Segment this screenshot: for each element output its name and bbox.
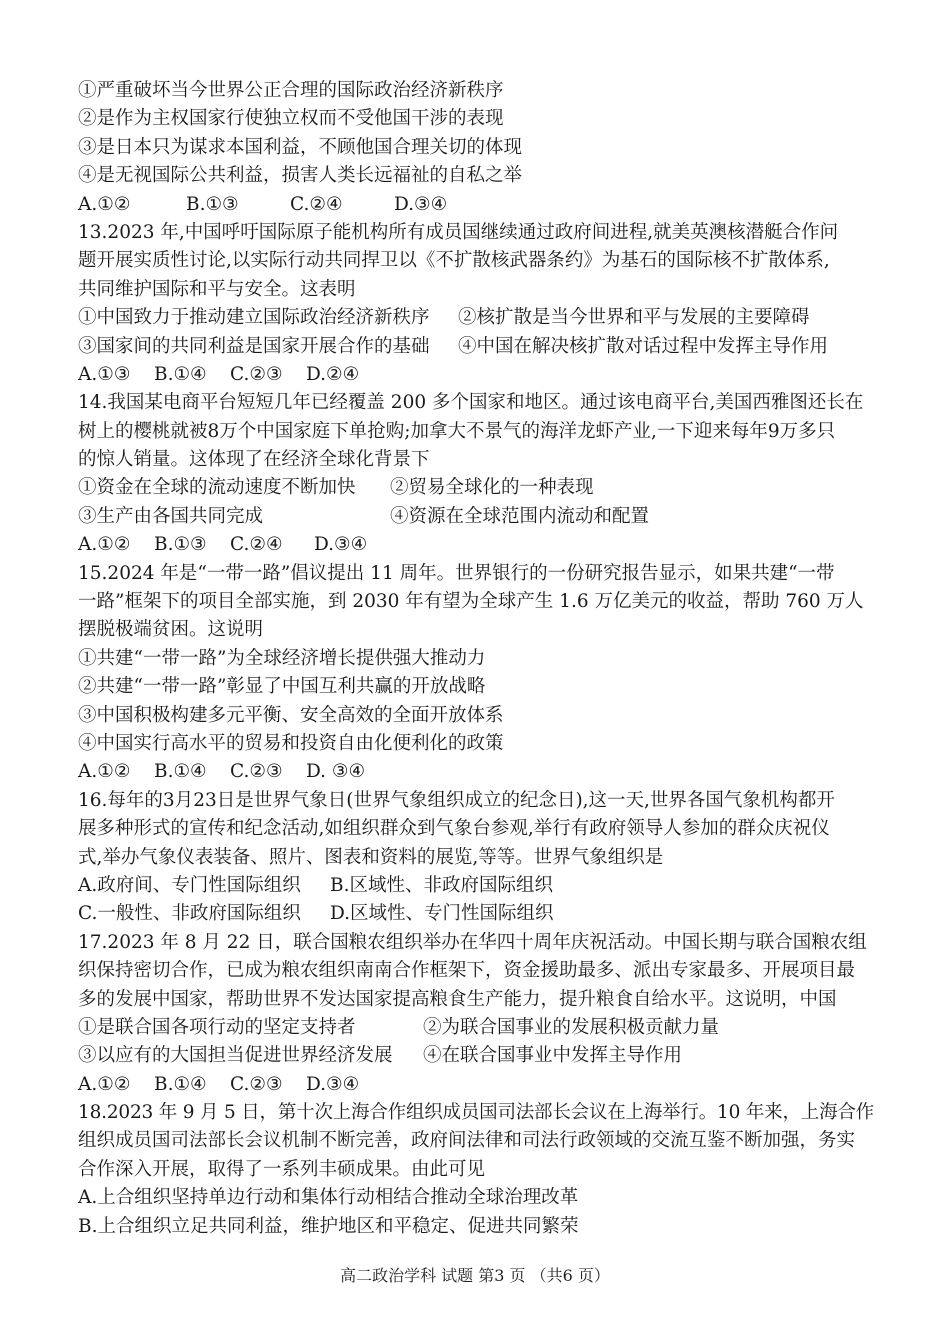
q13-options xyxy=(78,361,878,389)
q17-option-c: C.②③ xyxy=(230,1073,283,1095)
q15-option-d: D. ③④ xyxy=(306,761,366,783)
q13-stem-line-2: 题开展实质性讨论,以实际行动共同捍卫以《不扩散核武器条约》为基石的国际核不扩散体系, xyxy=(78,250,830,272)
q14-option-b: B.①③ xyxy=(154,534,207,556)
q12-statement-3: ③是日本只为谋求本国利益，不顾他国合理关切的体现 xyxy=(78,136,523,158)
q14-statement-4: ④资源在全球范围内流动和配置 xyxy=(390,505,650,527)
q16-option-a: A.政府间、专门性国际组织 xyxy=(78,874,301,896)
q15-option-b: B.①④ xyxy=(154,761,207,783)
q14-statement-2: ②贸易全球化的一种表现 xyxy=(390,477,594,499)
q14-stem-line-3: 的惊人销量。这体现了在经济全球化背景下 xyxy=(78,449,430,471)
q15-option-a: A.①② xyxy=(78,761,131,783)
q18-stem-line-3: 合作深入开展，取得了一系列丰硕成果。由此可见 xyxy=(78,1158,486,1180)
q16-options-row-1 xyxy=(78,872,878,900)
q12-statement-4: ④是无视国际公共利益，损害人类长远福祉的自私之举 xyxy=(78,165,523,187)
q14-stem-line-2: 树上的樱桃就被8万个中国家庭下单抢购;加拿大不景气的海洋龙虾产业,一下迎来每年9万多只 xyxy=(78,420,836,442)
q16-option-d: D.区域性、专门性国际组织 xyxy=(330,903,554,925)
q17-option-a: A.①② xyxy=(78,1073,131,1095)
q17-option-d: D.③④ xyxy=(306,1073,360,1095)
q14-statement-3: ③生产由各国共同完成 xyxy=(78,505,264,527)
q13-option-c: C.②③ xyxy=(230,363,283,385)
q13-statement-2: ②核扩散是当今世界和平与发展的主要障碍 xyxy=(458,307,810,329)
q14-option-d: D.③④ xyxy=(314,534,368,556)
q18-option-a: A.上合组织坚持单边行动和集体行动相结合推动全球治理改革 xyxy=(78,1187,579,1209)
q14-option-c: C.②④ xyxy=(230,534,283,556)
q18-stem-line-1: 18.2023 年 9 月 5 日，第十次上海合作组织成员国司法部长会议在上海举行。10 年来，上海合作 xyxy=(78,1102,874,1124)
page-footer: 高二政治学科 试题 第3 页 （共6 页） xyxy=(340,1266,610,1285)
q16-stem-line-1: 16.每年的3月23日是世界气象日(世界气象组织成立的纪念日),这一天,世界各国气象机构都开 xyxy=(78,789,835,811)
q13-statements-row-2 xyxy=(78,333,878,361)
q17-stem-line-3: 多的发展中国家，帮助世界不发达国家提高粮食生产能力，提升粮食自给水平。这说明，中国 xyxy=(78,988,837,1010)
q17-option-b: B.①④ xyxy=(154,1073,207,1095)
q12-option-b: B.①③ xyxy=(186,193,239,215)
q17-statement-2: ②为联合国事业的发展积极贡献力量 xyxy=(423,1016,720,1038)
q13-stem-line-1: 13.2023 年,中国呼吁国际原子能机构所有成员国继续通过政府间进程,就美英澳核潜艇合作问 xyxy=(78,221,839,243)
q14-stem-line-1: 14.我国某电商平台短短几年已经覆盖 200 多个国家和地区。通过该电商平台,美国西雅图还长在 xyxy=(78,392,864,414)
q13-stem-line-3: 共同维护国际和平与安全。这表明 xyxy=(78,278,356,300)
q18-option-b: B.上合组织立足共同利益，维护地区和平稳定、促进共同繁荣 xyxy=(78,1215,579,1237)
q15-statement-4: ④中国实行高水平的贸易和投资自由化便利化的政策 xyxy=(78,732,504,754)
q12-statement-1: ①严重破坏当今世界公正合理的国际政治经济新秩序 xyxy=(78,80,504,101)
q14-statements-row-2 xyxy=(78,503,878,531)
q17-statement-1: ①是联合国各项行动的坚定支持者 xyxy=(78,1016,356,1038)
q16-stem-line-3: 式,举办气象仪表装备、照片、图表和资料的展览,等等。世界气象组织是 xyxy=(78,846,664,868)
q13-statement-3: ③国家间的共同利益是国家开展合作的基础 xyxy=(78,335,430,357)
q15-stem-line-2: 一路”框架下的项目全部实施，到 2030 年有望为全球产生 1.6 万亿美元的收益，帮助 760 万人 xyxy=(78,591,864,613)
q17-statement-4: ④在联合国事业中发挥主导作用 xyxy=(423,1045,683,1067)
q17-statement-3: ③以应有的大国担当促进世界经济发展 xyxy=(78,1045,393,1067)
q13-statements-row-1 xyxy=(78,304,878,332)
q13-option-a: A.①③ xyxy=(78,363,131,385)
q15-stem-line-1: 15.2024 年是“一带一路”倡议提出 11 周年。世界银行的一份研究报告显示，如果共建“一带 xyxy=(78,562,835,584)
q17-stem-line-2: 织保持密切合作，已成为粮农组织南南合作框架下，资金援助最多、派出专家最多、开展项目最 xyxy=(78,960,856,982)
q14-option-a: A.①② xyxy=(78,534,131,556)
q15-statement-2: ②共建“一带一路”彰显了中国互利共赢的开放战略 xyxy=(78,676,486,698)
q12-option-c: C.②④ xyxy=(290,193,343,215)
q17-options xyxy=(78,1071,878,1099)
q17-stem-line-1: 17.2023 年 8 月 22 日，联合国粮农组织举办在华四十周年庆祝活动。中国长期与联合国粮农组 xyxy=(78,931,867,953)
q13-statement-1: ①中国致力于推动建立国际政治经济新秩序 xyxy=(78,307,430,329)
q16-option-b: B.区域性、非政府国际组织 xyxy=(330,874,553,896)
q15-statement-1: ①共建“一带一路”为全球经济增长提供强大推动力 xyxy=(78,647,486,669)
q18-stem-line-2: 组织成员国司法部长会议机制不断完善，政府间法律和司法行政领域的交流互鉴不断加强，务实 xyxy=(78,1130,856,1152)
q15-stem-line-3: 摆脱极端贫困。这说明 xyxy=(78,619,264,641)
q14-options xyxy=(78,531,878,559)
q15-options xyxy=(78,758,878,786)
q13-option-b: B.①④ xyxy=(154,363,207,385)
q14-statement-1: ①资金在全球的流动速度不断加快 xyxy=(78,477,356,499)
q13-statement-4: ④中国在解决核扩散对话过程中发挥主导作用 xyxy=(458,335,829,357)
q12-option-d: D.③④ xyxy=(394,193,448,215)
q12-option-a: A.①② xyxy=(78,193,131,215)
q13-option-d: D.②④ xyxy=(306,363,360,385)
q12-options xyxy=(78,191,878,219)
q14-statements-row-1 xyxy=(78,474,878,502)
q17-statements-row-2 xyxy=(78,1042,878,1070)
q17-statements-row-1 xyxy=(78,1014,878,1042)
q15-statement-3: ③中国积极构建多元平衡、安全高效的全面开放体系 xyxy=(78,704,504,726)
q15-option-c: C.②③ xyxy=(230,761,283,783)
q16-options-row-2 xyxy=(78,900,878,928)
q16-stem-line-2: 展多种形式的宣传和纪念活动,如组织群众到气象台参观,举行有政府领导人参加的群众庆祝仪 xyxy=(78,818,830,840)
page-content xyxy=(78,77,878,1241)
q16-option-c: C.一般性、非政府国际组织 xyxy=(78,903,301,925)
q12-statement-2: ②是作为主权国家行使独立权而不受他国干涉的表现 xyxy=(78,108,504,130)
